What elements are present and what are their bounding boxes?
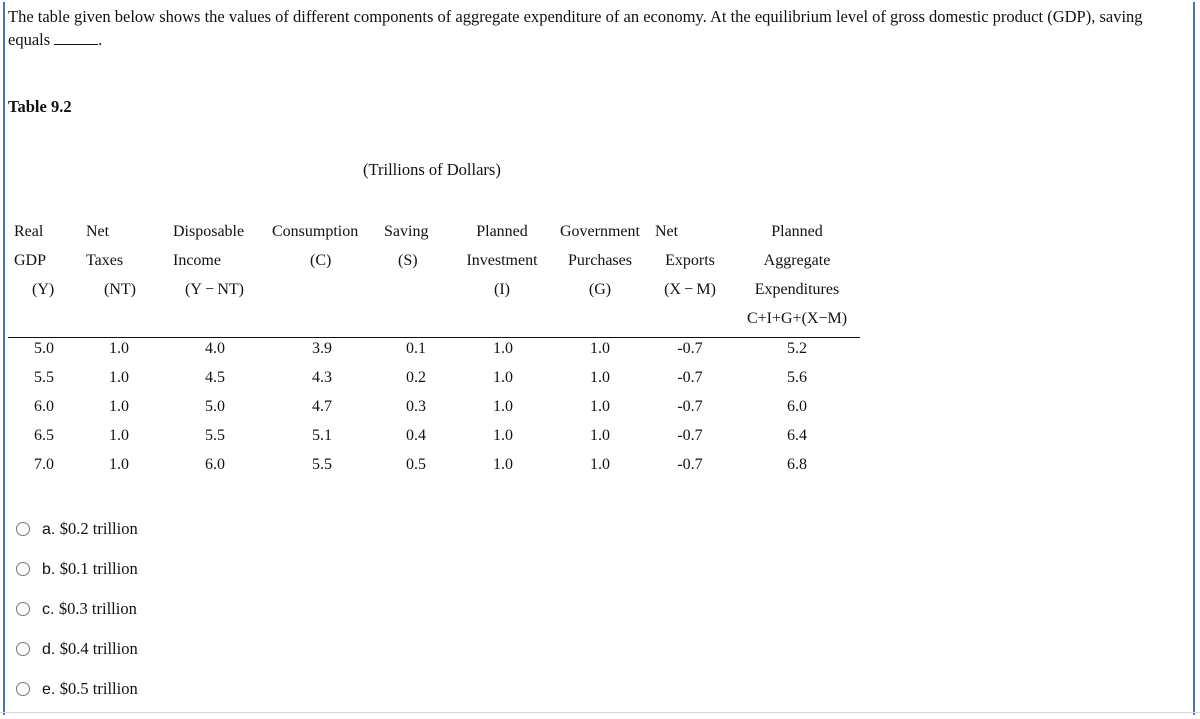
- table-cell: 1.0: [493, 340, 513, 357]
- table-cell: 5.0: [205, 398, 225, 415]
- column-header-line: Real: [14, 223, 44, 240]
- option-value: $0.1 trillion: [59, 559, 138, 578]
- column-header-line: Net: [86, 223, 110, 240]
- radio-button[interactable]: [16, 602, 30, 616]
- column-header-4: [272, 217, 358, 275]
- table-cell: 1.0: [493, 456, 513, 473]
- column-header-line: (X − M): [664, 281, 716, 298]
- column-header-7: [555, 217, 645, 304]
- answer-option-c[interactable]: [16, 599, 138, 639]
- question-frame: [3, 2, 1195, 715]
- table-cell: 1.0: [590, 456, 610, 473]
- table-cell: -0.7: [677, 427, 703, 444]
- table-cell: 1.0: [590, 369, 610, 386]
- table-cell: 1.0: [590, 398, 610, 415]
- table-cell: 1.0: [493, 427, 513, 444]
- column-header-line: Disposable: [173, 223, 245, 240]
- table-cell: 3.9: [312, 340, 332, 357]
- bottom-divider: [0, 712, 1200, 713]
- table-cell: 1.0: [109, 340, 129, 357]
- table-cell: 5.1: [312, 427, 332, 444]
- option-letter: b.: [42, 561, 56, 578]
- table-cell: 5.6: [787, 369, 807, 386]
- option-value: $0.2 trillion: [59, 519, 138, 538]
- table-cell: 6.8: [787, 456, 807, 473]
- answer-option-b[interactable]: [16, 559, 138, 599]
- column-header-line: Planned: [476, 223, 528, 240]
- table-cell: 1.0: [590, 340, 610, 357]
- answer-options: [16, 519, 138, 719]
- radio-button[interactable]: [16, 642, 30, 656]
- column-header-line: (Y − NT): [185, 281, 244, 298]
- table-cell: 4.5: [205, 369, 225, 386]
- column-header-line: (Y): [32, 281, 55, 298]
- table-cell: 4.0: [205, 340, 225, 357]
- table-cell: 1.0: [109, 369, 129, 386]
- table-cell: 5.5: [205, 427, 225, 444]
- option-label: [42, 519, 138, 539]
- column-header-line: (G): [588, 281, 612, 298]
- option-label: [42, 639, 138, 659]
- table-cell: 1.0: [109, 456, 129, 473]
- table-cell: -0.7: [677, 456, 703, 473]
- table-cell: 6.0: [787, 398, 807, 415]
- column-header-line: Planned: [771, 223, 823, 240]
- column-header-2: [86, 217, 136, 304]
- answer-option-a[interactable]: [16, 519, 138, 559]
- table-cell: 4.3: [312, 369, 332, 386]
- column-header-line: GDP: [14, 252, 47, 269]
- table-cell: 0.4: [406, 427, 426, 444]
- option-value: $0.5 trillion: [59, 679, 138, 698]
- option-letter: a.: [42, 521, 56, 538]
- answer-option-d[interactable]: [16, 639, 138, 679]
- column-header-line: (C): [310, 252, 332, 269]
- column-header-line: C+I+G+(X−M): [746, 310, 848, 327]
- answer-blank: [54, 30, 98, 45]
- column-header-line: Government: [560, 223, 640, 240]
- table-cell: 0.1: [406, 340, 426, 357]
- table-cell: 5.5: [312, 456, 332, 473]
- column-header-3: [173, 217, 244, 304]
- table-cell: -0.7: [677, 340, 703, 357]
- option-letter: e.: [42, 681, 56, 698]
- option-letter: c.: [42, 601, 55, 618]
- question-end: .: [98, 30, 103, 49]
- option-label: [42, 679, 138, 699]
- answer-option-e[interactable]: [16, 679, 138, 719]
- table-cell: 1.0: [493, 369, 513, 386]
- column-header-line: Saving: [384, 223, 429, 240]
- option-letter: d.: [42, 641, 56, 658]
- table-caption: (Trillions of Dollars): [363, 160, 501, 179]
- table-cell: 5.5: [34, 369, 54, 386]
- option-label: [42, 599, 137, 619]
- option-value: $0.3 trillion: [58, 599, 137, 618]
- column-header-line: (S): [398, 252, 418, 269]
- column-header-line: (NT): [104, 281, 136, 298]
- table-cell: 4.7: [312, 398, 332, 415]
- table-cell: -0.7: [677, 398, 703, 415]
- column-header-line: Purchases: [568, 252, 632, 269]
- column-header-6: [462, 217, 542, 304]
- radio-button[interactable]: [16, 682, 30, 696]
- column-header-5: [384, 217, 428, 275]
- table-cell: 1.0: [590, 427, 610, 444]
- table-cell: -0.7: [677, 369, 703, 386]
- option-value: $0.4 trillion: [59, 639, 138, 658]
- radio-button[interactable]: [16, 562, 30, 576]
- column-header-line: Exports: [665, 252, 715, 269]
- table-cell: 0.5: [406, 456, 426, 473]
- table-cell: 6.0: [205, 456, 225, 473]
- column-header-8: [655, 217, 725, 304]
- table-cell: 6.4: [787, 427, 807, 444]
- column-header-1: [14, 217, 54, 304]
- table-cell: 1.0: [109, 398, 129, 415]
- radio-button[interactable]: [16, 522, 30, 536]
- question-body: The table given below shows the values of different components of aggregate expenditure of an economy. At the equilibrium level of gross domestic product (GDP), saving equals: [8, 7, 1143, 49]
- table-cell: 5.2: [787, 340, 807, 357]
- column-header-9: [742, 217, 852, 333]
- table-cell: 0.3: [406, 398, 426, 415]
- table-cell: 0.2: [406, 369, 426, 386]
- column-header-line: Taxes: [86, 252, 124, 269]
- column-header-line: Income: [173, 252, 221, 269]
- option-label: [42, 559, 138, 579]
- column-header-line: (I): [494, 281, 510, 298]
- column-header-line: Aggregate: [763, 252, 831, 269]
- table-cell: 1.0: [493, 398, 513, 415]
- table-cell: 1.0: [109, 427, 129, 444]
- table-title: Table 9.2: [8, 97, 72, 116]
- table-cell: 7.0: [34, 456, 54, 473]
- table-cell: 6.0: [34, 398, 54, 415]
- column-header-line: Net: [655, 223, 679, 240]
- column-header-line: Consumption: [272, 223, 359, 240]
- table-cell: 5.0: [34, 340, 54, 357]
- table-cell: 6.5: [34, 427, 54, 444]
- question-text: [8, 5, 1178, 51]
- column-header-line: Expenditures: [754, 281, 840, 298]
- header-rule: [8, 337, 860, 338]
- column-header-line: Investment: [466, 252, 538, 269]
